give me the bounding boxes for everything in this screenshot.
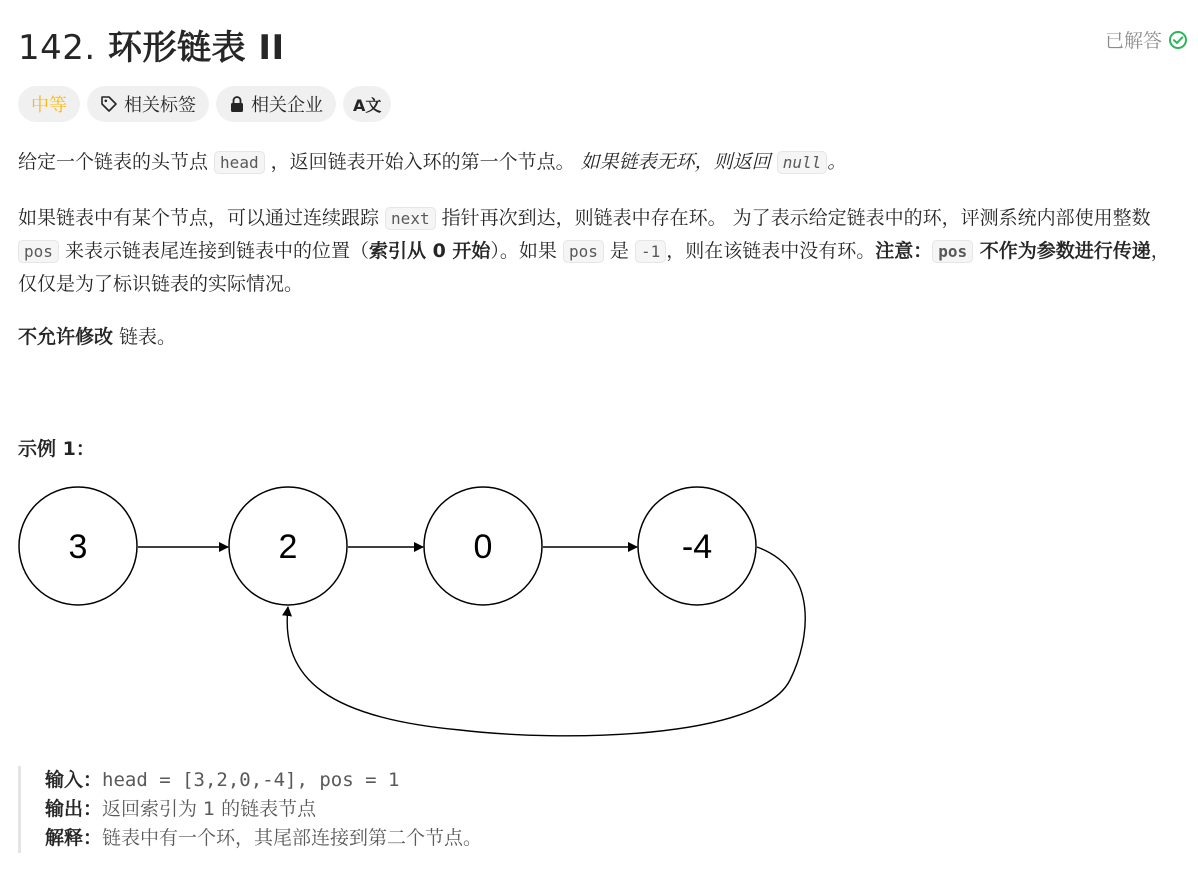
example-explain-row bbox=[45, 824, 482, 853]
text: 来表示链表尾连接到链表中的位置（ bbox=[58, 240, 369, 262]
text: 是 bbox=[603, 240, 635, 262]
text: ，则在该链表中没有环。 bbox=[666, 240, 876, 262]
difficulty-label: 中等 bbox=[31, 95, 67, 116]
related-companies-button[interactable] bbox=[216, 86, 336, 122]
lock-icon bbox=[229, 95, 245, 113]
output-label: 输出： bbox=[45, 798, 103, 820]
output-value: 返回索引为 1 的链表节点 bbox=[102, 798, 317, 820]
example-title: 示例 1： bbox=[18, 438, 95, 460]
bold-text: 不作为参数进行传递 bbox=[973, 240, 1151, 262]
input-label: 输入： bbox=[45, 769, 103, 791]
node-1-label: 2 bbox=[278, 528, 298, 566]
title-row bbox=[18, 18, 1188, 68]
explain-value: 链表中有一个环，其尾部连接到第二个节点。 bbox=[102, 827, 483, 849]
difficulty-badge[interactable] bbox=[18, 86, 80, 122]
text: 给定一个链表的头节点 bbox=[18, 151, 215, 173]
inline-code: next bbox=[385, 207, 436, 230]
text: 如果链表中有某个节点，可以通过连续跟踪 bbox=[18, 207, 386, 229]
related-topics-label: 相关标签 bbox=[124, 95, 196, 116]
tag-bar bbox=[18, 86, 391, 122]
bold-text: 注意： bbox=[875, 240, 933, 262]
explain-label: 解释： bbox=[45, 827, 103, 849]
text: ，仅仅是为了标识链表的实际情况。 bbox=[18, 240, 1170, 295]
linked-list-diagram bbox=[0, 480, 830, 750]
text: 。 bbox=[827, 151, 847, 173]
tag-icon bbox=[100, 95, 118, 113]
text: 如果链表无环，则返回 bbox=[580, 151, 777, 173]
node-2-label: 0 bbox=[473, 528, 493, 566]
solved-label: 已解答 bbox=[1104, 30, 1162, 52]
check-circle-icon bbox=[1168, 30, 1188, 50]
text: 链表。 bbox=[113, 326, 177, 348]
translate-icon: A文 bbox=[353, 95, 382, 115]
inline-code: null bbox=[777, 151, 828, 174]
translate-button[interactable] bbox=[343, 86, 391, 122]
text: 指针再次到达，则链表中存在环。 为了表示给定链表中的环，评测系统内部使用整数 bbox=[435, 207, 1151, 229]
problem-name: 环形链表 II bbox=[108, 28, 285, 68]
page-title bbox=[18, 20, 285, 69]
bold-text: 不允许修改 bbox=[18, 326, 114, 348]
node-3 bbox=[638, 487, 756, 605]
related-topics-button[interactable] bbox=[87, 86, 209, 122]
bold-text: 索引从 0 开始 bbox=[368, 240, 491, 262]
inline-code: pos bbox=[18, 240, 59, 263]
text: ）。如果 bbox=[490, 240, 563, 262]
text: ，返回链表开始入环的第一个节点。 bbox=[264, 151, 581, 173]
example-input-row bbox=[45, 766, 482, 795]
node-2 bbox=[424, 487, 542, 605]
node-3-label: -4 bbox=[681, 528, 713, 566]
inline-code: head bbox=[214, 151, 265, 174]
node-1 bbox=[229, 487, 347, 605]
problem-number: 142. bbox=[18, 28, 96, 68]
example-io-block bbox=[18, 766, 482, 853]
solved-status bbox=[1105, 26, 1188, 53]
input-value: head = [3,2,0,-4], pos = 1 bbox=[102, 769, 400, 791]
inline-code: pos bbox=[932, 240, 973, 263]
description-paragraph-3 bbox=[18, 321, 1183, 354]
inline-code: pos bbox=[563, 240, 604, 263]
italic-text bbox=[581, 151, 847, 173]
description-paragraph-2 bbox=[18, 202, 1183, 301]
related-companies-label: 相关企业 bbox=[251, 95, 323, 116]
description-paragraph-1 bbox=[18, 146, 1183, 179]
example-output-row bbox=[45, 795, 482, 824]
inline-code: -1 bbox=[635, 240, 666, 263]
node-0 bbox=[19, 487, 137, 605]
node-0-label: 3 bbox=[68, 528, 88, 566]
